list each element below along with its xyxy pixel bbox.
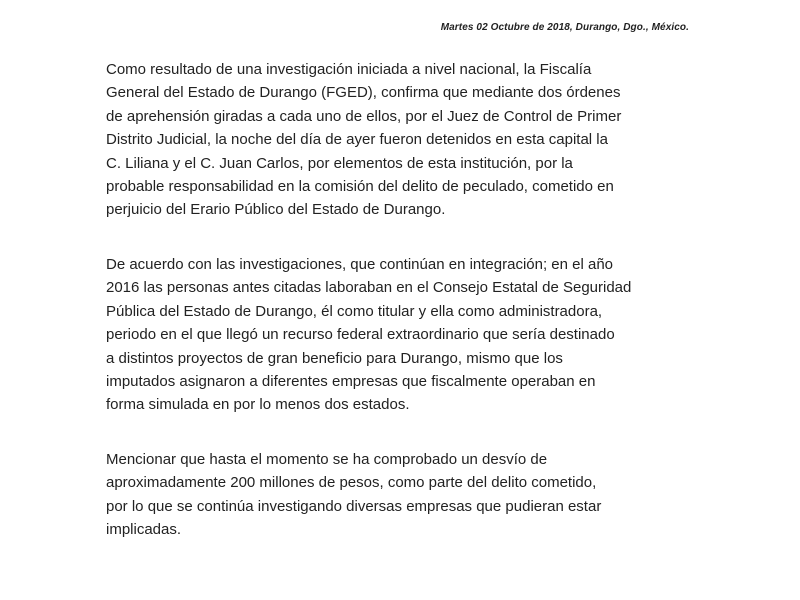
dateline: Martes 02 Octubre de 2018, Durango, Dgo., México. [440, 22, 689, 33]
paragraph-line: perjuicio del Erario Público del Estado de Durango. [106, 201, 446, 219]
paragraph-2 [106, 253, 631, 417]
paragraph-line: De acuerdo con las investigaciones, que continúan en integración; en el año [106, 256, 614, 273]
paragraph-line: aproximadamente 200 millones de pesos, como parte del delito cometido, [106, 474, 597, 492]
paragraph-3 [106, 448, 601, 542]
paragraph-line: implicadas. [106, 521, 182, 539]
paragraph-line: Mencionar que hasta el momento se ha comprobado un desvío de [106, 451, 548, 468]
paragraph-line: a distintos proyectos de gran beneficio para Durango, mismo que los [106, 349, 563, 367]
paragraph-line: de aprehensión giradas a cada uno de ellos, por el Juez de Control de Primer [106, 107, 622, 125]
paragraph-line: imputados asignaron a diferentes empresas que fiscalmente operaban en [106, 373, 596, 391]
paragraph-line: periodo en el que llegó un recurso federal extraordinario que sería destinado [106, 326, 615, 344]
paragraph-line: por lo que se continúa investigando diversas empresas que pudieran estar [106, 497, 602, 515]
paragraph-line: C. Liliana y el C. Juan Carlos, por elementos de esta institución, por la [106, 154, 573, 172]
paragraph-line: probable responsabilidad en la comisión del delito de peculado, cometido en [106, 178, 614, 196]
paragraph-line: Pública del Estado de Durango, él como titular y ella como administradora, [106, 302, 603, 320]
paragraph-1 [106, 58, 621, 222]
paragraph-line: Distrito Judicial, la noche del día de ayer fueron detenidos en esta capital la [106, 131, 608, 149]
paragraph-line: forma simulada en por lo menos dos estados. [106, 396, 410, 414]
paragraph-line: 2016 las personas antes citadas laboraban en el Consejo Estatal de Seguridad [106, 279, 632, 297]
paragraph-line: Como resultado de una investigación iniciada a nivel nacional, la Fiscalía [106, 61, 592, 78]
paragraph-line: General del Estado de Durango (FGED), confirma que mediante dos órdenes [106, 84, 621, 102]
